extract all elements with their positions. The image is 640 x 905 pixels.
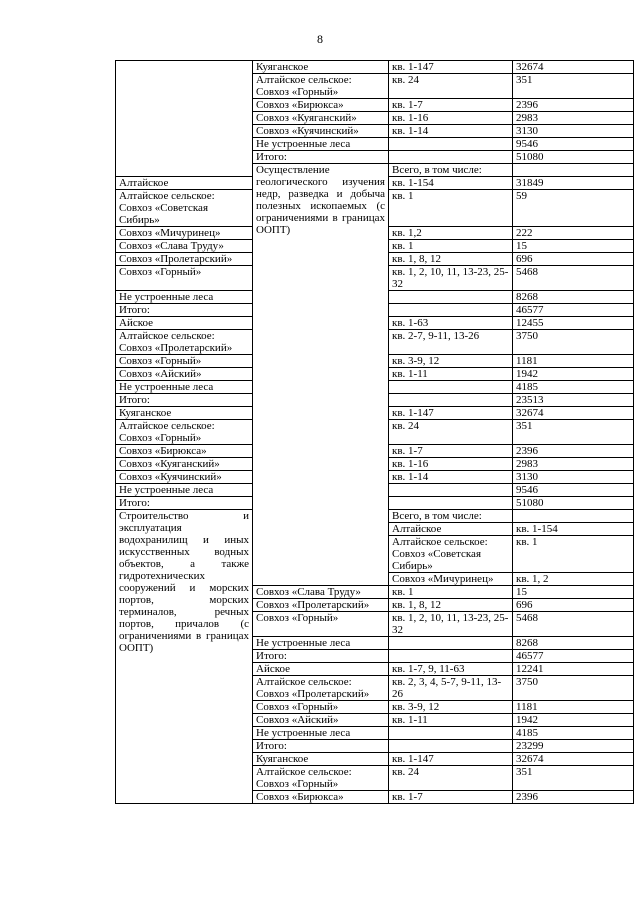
forestry-cell: Совхоз «Мичуринец» [389, 573, 513, 586]
forestry-cell: Совхоз «Куяганский» [253, 112, 389, 125]
area-cell: 46577 [513, 304, 634, 317]
blocks-cell [389, 291, 513, 304]
area-cell: 9546 [513, 484, 634, 497]
forestry-cell: Совхоз «Куячинский» [116, 471, 253, 484]
forestry-cell: Совхоз «Пролетарский» [116, 253, 253, 266]
forestry-cell: Совхоз «Горный» [253, 612, 389, 637]
forestry-cell: Алтайское сельское: Совхоз «Пролетарский» [116, 330, 253, 355]
forestry-cell: Всего, в том числе: [389, 510, 513, 523]
area-cell: 51080 [513, 497, 634, 510]
forestry-cell: Не устроенные леса [253, 138, 389, 151]
area-cell: 5468 [513, 266, 634, 291]
forestry-cell: Айское [253, 663, 389, 676]
blocks-cell: кв. 1, 8, 12 [389, 253, 513, 266]
forestry-cell: Совхоз «Бирюкса» [253, 791, 389, 804]
forestry-cell: Алтайское сельское: Совхоз «Горный» [253, 766, 389, 791]
area-cell: 8268 [513, 637, 634, 650]
forestry-cell: Совхоз «Айский» [253, 714, 389, 727]
blocks-cell [389, 394, 513, 407]
area-cell: 9546 [513, 138, 634, 151]
forestry-cell: Итого: [253, 740, 389, 753]
forestry-cell: Совхоз «Куяганский» [116, 458, 253, 471]
blocks-cell: кв. 1 [389, 586, 513, 599]
area-cell: 31849 [513, 177, 634, 190]
blocks-cell: кв. 24 [389, 420, 513, 445]
area-cell: 1181 [513, 355, 634, 368]
blocks-cell [513, 164, 634, 177]
forestry-cell: Алтайское сельское: Совхоз «Советская Сибирь» [116, 190, 253, 227]
blocks-cell: кв. 3-9, 12 [389, 355, 513, 368]
area-cell: 351 [513, 74, 634, 99]
activity-type-cell: Строительство и эксплуатация водохранилищ и иных искусственных водных объектов, а также гидротехнических сооружений и морских портов, морских терминалов, речных портов, причалов (с ограничениями в границах ООПТ) [116, 510, 253, 804]
area-cell: 32674 [513, 61, 634, 74]
area-cell: 1181 [513, 701, 634, 714]
blocks-cell [389, 497, 513, 510]
blocks-cell [389, 138, 513, 151]
blocks-cell [389, 151, 513, 164]
table-body [116, 61, 634, 804]
activity-type-cell [116, 61, 253, 177]
blocks-cell: кв. 1-11 [389, 714, 513, 727]
blocks-cell [389, 381, 513, 394]
blocks-cell: кв. 24 [389, 74, 513, 99]
area-cell: 1942 [513, 368, 634, 381]
blocks-cell: кв. 1-7, 9, 11-63 [389, 663, 513, 676]
forestry-cell: Совхоз «Горный» [116, 355, 253, 368]
area-cell: 2396 [513, 445, 634, 458]
blocks-cell: кв. 1,2 [389, 227, 513, 240]
forestry-cell: Итого: [253, 650, 389, 663]
forestry-cell: Не устроенные леса [253, 637, 389, 650]
forestry-cell: Совхоз «Слава Труду» [116, 240, 253, 253]
blocks-cell: кв. 1-14 [389, 125, 513, 138]
area-cell: 32674 [513, 407, 634, 420]
area-cell: 32674 [513, 753, 634, 766]
area-cell: 1942 [513, 714, 634, 727]
area-cell: 8268 [513, 291, 634, 304]
forestry-cell: Алтайское сельское: Совхоз «Пролетарский» [253, 676, 389, 701]
blocks-cell: кв. 1-7 [389, 99, 513, 112]
blocks-cell [389, 727, 513, 740]
blocks-cell [389, 740, 513, 753]
blocks-cell [389, 484, 513, 497]
area-cell: 222 [513, 227, 634, 240]
forestry-cell: Итого: [253, 151, 389, 164]
forestry-cell: Совхоз «Куячинский» [253, 125, 389, 138]
forestry-cell: Куяганское [116, 407, 253, 420]
forestry-cell: Куяганское [253, 61, 389, 74]
forestry-cell: Совхоз «Пролетарский» [253, 599, 389, 612]
forestry-cell: Не устроенные леса [253, 727, 389, 740]
blocks-cell: кв. 2, 3, 4, 5-7, 9-11, 13-26 [389, 676, 513, 701]
forestry-cell: Не устроенные леса [116, 291, 253, 304]
area-cell: 2983 [513, 112, 634, 125]
forestry-cell: Не устроенные леса [116, 484, 253, 497]
blocks-cell: кв. 1, 2, 10, 11, 13-23, 25-32 [389, 612, 513, 637]
forestry-cell: Алтайское сельское: Совхоз «Советская Сибирь» [389, 536, 513, 573]
area-cell: 351 [513, 420, 634, 445]
area-cell: 12455 [513, 317, 634, 330]
blocks-cell: кв. 1 [389, 240, 513, 253]
forestry-cell: Алтайское сельское: Совхоз «Горный» [116, 420, 253, 445]
blocks-cell: кв. 1-14 [389, 471, 513, 484]
forest-use-table [115, 60, 634, 804]
forestry-cell: Итого: [116, 394, 253, 407]
blocks-cell: кв. 1-11 [389, 368, 513, 381]
area-cell: 696 [513, 253, 634, 266]
blocks-cell: кв. 1 [513, 536, 634, 573]
blocks-cell: кв. 1, 2 [513, 573, 634, 586]
blocks-cell: кв. 1-147 [389, 407, 513, 420]
area-cell: 59 [513, 190, 634, 227]
forestry-cell: Айское [116, 317, 253, 330]
blocks-cell: кв. 24 [389, 766, 513, 791]
activity-type-cell: Осуществление геологического изучения недр, разведка и добыча полезных ископаемых (с ограничениями в границах ООПТ) [253, 164, 389, 586]
forestry-cell: Алтайское [389, 523, 513, 536]
area-cell: 23513 [513, 394, 634, 407]
blocks-cell [389, 304, 513, 317]
area-cell: 23299 [513, 740, 634, 753]
forestry-cell: Совхоз «Бирюкса» [253, 99, 389, 112]
blocks-cell: кв. 1, 2, 10, 11, 13-23, 25-32 [389, 266, 513, 291]
forestry-cell: Итого: [116, 304, 253, 317]
forestry-cell: Совхоз «Слава Труду» [253, 586, 389, 599]
area-cell: 15 [513, 586, 634, 599]
area-cell: 12241 [513, 663, 634, 676]
forestry-cell: Алтайское сельское: Совхоз «Горный» [253, 74, 389, 99]
blocks-cell: кв. 1 [389, 190, 513, 227]
blocks-cell: кв. 1-63 [389, 317, 513, 330]
area-cell: 3130 [513, 471, 634, 484]
area-cell: 4185 [513, 727, 634, 740]
area-cell: 2983 [513, 458, 634, 471]
area-cell: 15 [513, 240, 634, 253]
blocks-cell: кв. 1-154 [513, 523, 634, 536]
blocks-cell: кв. 1-147 [389, 753, 513, 766]
blocks-cell [389, 650, 513, 663]
blocks-cell [389, 637, 513, 650]
forestry-cell: Совхоз «Бирюкса» [116, 445, 253, 458]
area-cell: 4185 [513, 381, 634, 394]
forestry-cell: Не устроенные леса [116, 381, 253, 394]
area-cell: 3750 [513, 330, 634, 355]
area-cell: 2396 [513, 99, 634, 112]
forestry-cell: Всего, в том числе: [389, 164, 513, 177]
area-cell: 5468 [513, 612, 634, 637]
area-cell: 3750 [513, 676, 634, 701]
area-cell: 351 [513, 766, 634, 791]
blocks-cell: кв. 1-16 [389, 112, 513, 125]
blocks-cell: кв. 1-7 [389, 445, 513, 458]
forestry-cell: Итого: [116, 497, 253, 510]
area-cell: 3130 [513, 125, 634, 138]
blocks-cell: кв. 1-7 [389, 791, 513, 804]
area-cell: 51080 [513, 151, 634, 164]
page-number: 8 [317, 32, 323, 46]
forestry-cell: Куяганское [253, 753, 389, 766]
blocks-cell: кв. 1, 8, 12 [389, 599, 513, 612]
blocks-cell [513, 510, 634, 523]
area-cell: 46577 [513, 650, 634, 663]
blocks-cell: кв. 1-154 [389, 177, 513, 190]
forestry-cell: Совхоз «Мичуринец» [116, 227, 253, 240]
area-cell: 2396 [513, 791, 634, 804]
blocks-cell: кв. 2-7, 9-11, 13-26 [389, 330, 513, 355]
blocks-cell: кв. 1-16 [389, 458, 513, 471]
forestry-cell: Совхоз «Горный» [116, 266, 253, 291]
forestry-cell: Совхоз «Айский» [116, 368, 253, 381]
area-cell: 696 [513, 599, 634, 612]
table-row [116, 61, 634, 74]
blocks-cell: кв. 1-147 [389, 61, 513, 74]
blocks-cell: кв. 3-9, 12 [389, 701, 513, 714]
forestry-cell: Алтайское [116, 177, 253, 190]
forestry-cell: Совхоз «Горный» [253, 701, 389, 714]
